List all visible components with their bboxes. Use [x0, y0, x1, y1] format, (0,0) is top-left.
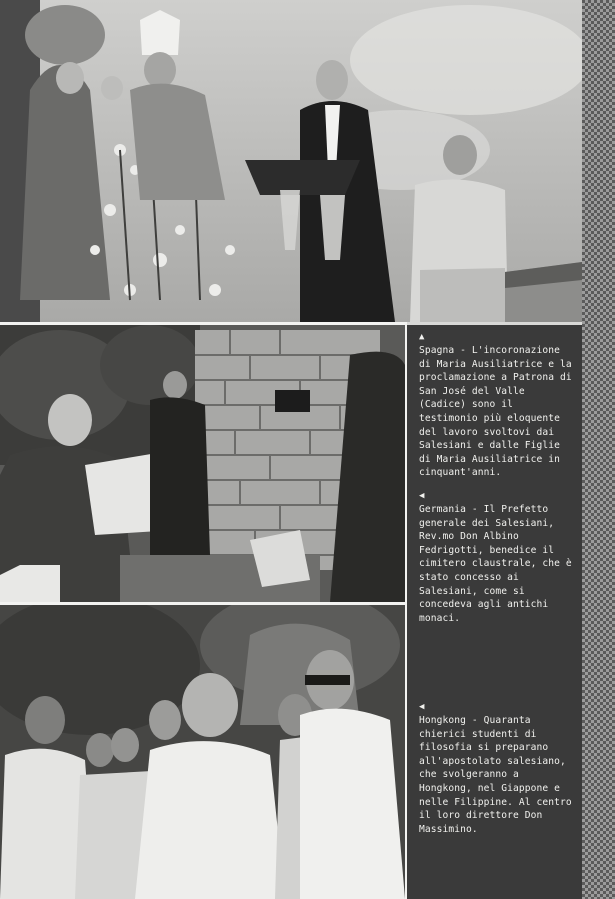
caption-germany-text: Germania - Il Prefetto generale dei Salesiani, Rev.mo Don Albino Fedrigotti, benedice il cimitero claustrale, che è stato concesso ai Salesiani, come si concedeva agli antichi monaci.	[419, 504, 572, 624]
photo-hongkong-image	[0, 605, 405, 899]
photo-spain-image	[0, 0, 582, 322]
caption-spain	[419, 333, 575, 480]
arrow-left-icon: ◀	[419, 702, 425, 712]
decorative-side-strip	[582, 0, 615, 899]
caption-germany	[419, 492, 575, 625]
caption-panel	[407, 325, 582, 899]
arrow-left-icon: ◀	[419, 491, 425, 501]
photo-germany-cemetery	[0, 325, 405, 602]
caption-hongkong	[419, 703, 575, 836]
caption-hongkong-text: Hongkong - Quaranta chierici studenti di filosofia si preparano all'apostolato salesiano, che svolgeranno a Hongkong, nel Giappone e nelle Filippine. Al centro il loro direttore Don Massimino.	[419, 715, 572, 835]
photo-spain-coronation	[0, 0, 582, 322]
photo-hongkong-students	[0, 605, 405, 899]
caption-spain-text: Spagna - L'incoronazione di Maria Ausiliatrice e la proclamazione a Patrona di San José del Valle (Cadice) sono il testimonio più eloquente del lavoro svoltovi dai Salesiani e dalle Figlie di Maria Ausiliatrice in cinquant'anni.	[419, 345, 572, 479]
photo-germany-image	[0, 325, 405, 602]
arrow-up-icon: ▲	[419, 332, 425, 342]
